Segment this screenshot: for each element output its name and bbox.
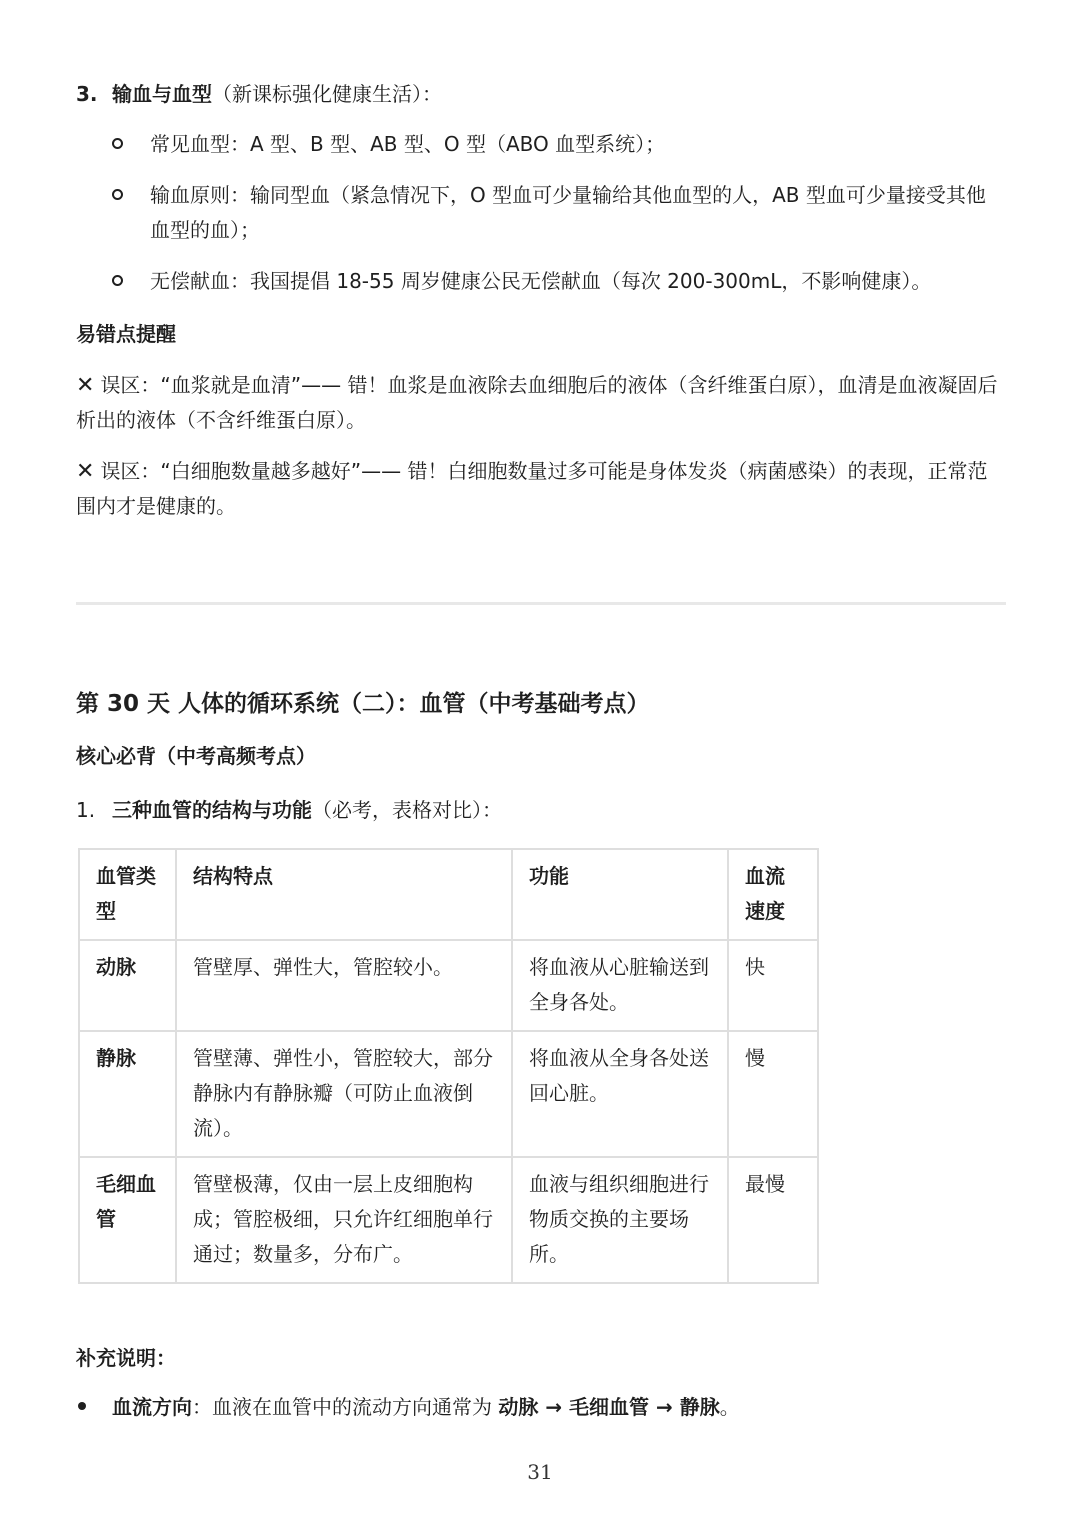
section-divider	[76, 602, 1006, 605]
table-cell: 血液与组织细胞进行物质交换的主要场所。	[512, 1157, 728, 1283]
section-3-heading	[76, 78, 442, 110]
page-number: 31	[527, 1460, 553, 1484]
list-item: 输血原则：输同型血（紧急情况下，O 型血可少量输给其他血型的人，AB 型血可少量接受其他血型的血）；	[112, 178, 1002, 248]
section-note: （新课标强化健康生活）：	[212, 82, 442, 106]
x-mark-icon: ✕	[76, 373, 95, 398]
intro-line	[76, 794, 502, 826]
hollow-bullet-icon	[112, 275, 123, 286]
x-mark-icon: ✕	[76, 459, 95, 484]
intro-note: （必考，表格对比）：	[312, 798, 502, 822]
table-cell: 静脉	[79, 1031, 176, 1157]
column-header: 功能	[512, 849, 728, 940]
table-cell: 动脉	[79, 940, 176, 1031]
mistake-item: ✕ 误区：“血浆就是血清”—— 错！血浆是血液除去血细胞后的液体（含纤维蛋白原），血清是血液凝固后析出的液体（不含纤维蛋白原）。	[76, 368, 1006, 438]
intro-title: 三种血管的结构与功能	[112, 798, 312, 822]
day-title: 第 30 天 人体的循环系统（二）：血管（中考基础考点）	[76, 691, 650, 717]
mistakes-heading: 易错点提醒	[76, 322, 176, 346]
section-number: 3.	[76, 82, 98, 106]
list-item: 常见血型：A 型、B 型、AB 型、O 型（ABO 血型系统）；	[112, 127, 1002, 162]
section-title: 输血与血型	[112, 82, 212, 106]
table-cell: 最慢	[728, 1157, 818, 1283]
hollow-bullet-icon	[112, 189, 123, 200]
table-cell: 快	[728, 940, 818, 1031]
core-heading: 核心必背（中考高频考点）	[76, 744, 316, 768]
table-cell: 将血液从全身各处送回心脏。	[512, 1031, 728, 1157]
list-item: 无偿献血：我国提倡 18-55 周岁健康公民无偿献血（每次 200-300mL，不影响健康）。	[112, 264, 1002, 299]
table-cell: 管壁厚、弹性大，管腔较小。	[176, 940, 512, 1031]
table-cell: 将血液从心脏输送到全身各处。	[512, 940, 728, 1031]
mistake-item: ✕ 误区：“白细胞数量越多越好”—— 错！白细胞数量过多可能是身体发炎（病菌感染）的表现，正常范围内才是健康的。	[76, 454, 1006, 524]
table-row	[79, 940, 818, 1031]
intro-number: 1.	[76, 798, 96, 822]
supplement-heading: 补充说明：	[76, 1346, 176, 1370]
column-header: 血管类型	[79, 849, 176, 940]
vessel-table	[78, 848, 819, 1284]
table-cell: 慢	[728, 1031, 818, 1157]
column-header: 结构特点	[176, 849, 512, 940]
column-header: 血流速度	[728, 849, 818, 940]
list-item: 血流方向：血液在血管中的流动方向通常为 动脉 → 毛细血管 → 静脉。	[76, 1390, 1006, 1424]
table-row	[79, 1031, 818, 1157]
table-header-row	[79, 849, 818, 940]
table-cell: 管壁极薄，仅由一层上皮细胞构成；管腔极细，只允许红细胞单行通过；数量多，分布广。	[176, 1157, 512, 1283]
table-cell: 毛细血管	[79, 1157, 176, 1283]
table-row	[79, 1157, 818, 1283]
table-cell: 管壁薄、弹性小，管腔较大，部分静脉内有静脉瓣（可防止血液倒流）。	[176, 1031, 512, 1157]
hollow-bullet-icon	[112, 138, 123, 149]
bullet-icon	[78, 1402, 86, 1410]
